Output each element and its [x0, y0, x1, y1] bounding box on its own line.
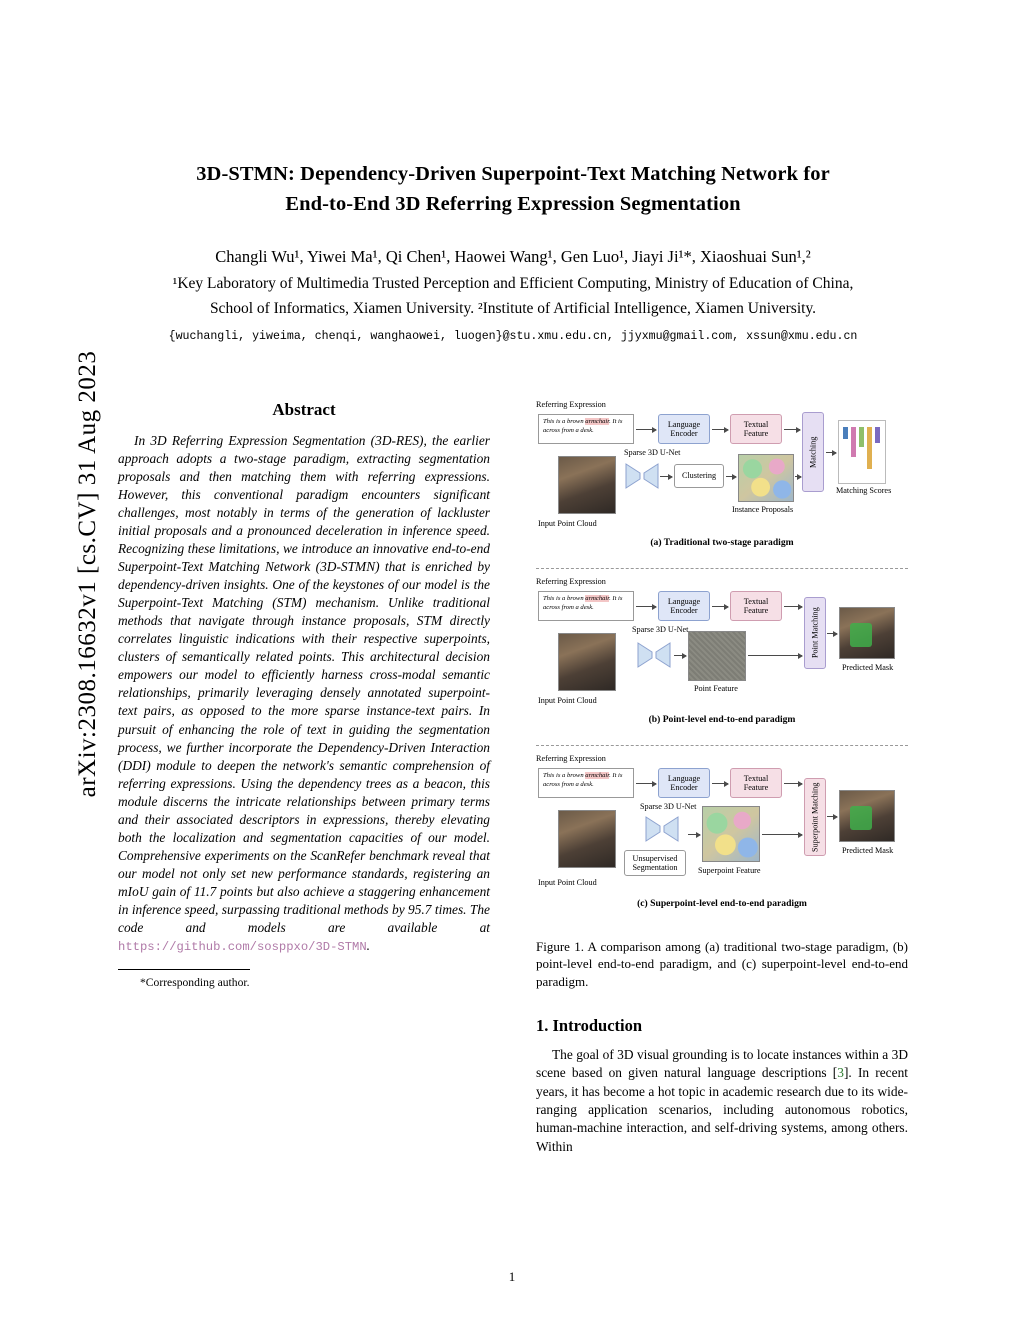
panel-a-textual-feature: Textual Feature [730, 414, 782, 444]
panel-c-superpoint-feature-label: Superpoint Feature [698, 866, 761, 875]
introduction-heading: 1. Introduction [536, 1015, 643, 1035]
panel-c-unet-icon [644, 816, 680, 842]
panel-a-input-label: Input Point Cloud [538, 519, 597, 528]
panel-c-superpoint-feature-scene [702, 806, 760, 862]
panel-a-expr-part1: This is a brown [543, 418, 586, 425]
panel-b-expr-part1: This is a brown [543, 595, 586, 602]
panel-a-language-encoder: Language Encoder [658, 414, 710, 444]
panel-a-arrow-7 [826, 452, 836, 453]
panel-a-arrow-2 [712, 429, 728, 430]
abstract-body [118, 432, 490, 955]
panel-a-instance-proposals-label: Instance Proposals [732, 505, 794, 514]
panel-c-referring-expression-label: Referring Expression [536, 754, 606, 763]
panel-a-instance-proposals-scene [738, 454, 794, 502]
panel-c-input-label: Input Point Cloud [538, 878, 597, 887]
panel-c-expr-part1: This is a brown [543, 772, 586, 779]
panel-c-textual-feature: Textual Feature [730, 768, 782, 798]
panel-b-textual-feature: Textual Feature [730, 591, 782, 621]
abstract-text-part-2: . [366, 937, 371, 953]
affiliation-line-1: ¹Key Laboratory of Multimedia Trusted Perception and Efficient Computing, Ministry of Education of China, [172, 275, 854, 293]
panel-a-arrow-1 [636, 429, 656, 430]
panel-a-backbone-label: Sparse 3D U-Net [624, 448, 681, 457]
title-line-2: End-to-End 3D Referring Expression Segmentation [285, 192, 741, 215]
figure-divider-2 [536, 745, 908, 746]
panel-b-unet-icon [636, 641, 672, 669]
panel-a-referring-expression-label: Referring Expression [536, 400, 606, 409]
left-column [118, 400, 490, 989]
figure-divider-1 [536, 568, 908, 569]
panel-a-arrow-5 [726, 476, 736, 477]
panel-c-expr-part2: . It is across from a desk. [543, 772, 623, 788]
panel-b-backbone-label: Sparse 3D U-Net [632, 625, 689, 634]
introduction-paragraph [536, 1046, 908, 1156]
panel-b-arrow-3 [784, 606, 802, 607]
abstract-heading: Abstract [272, 400, 336, 419]
panel-b-input-scene [558, 633, 616, 691]
panel-b-point-matching: Point Matching [804, 597, 826, 669]
panel-a-input-scene [558, 456, 616, 514]
panel-a-expr-part2: . It is across from a desk. [543, 418, 623, 434]
affiliation-line-2: School of Informatics, Xiamen University. ²Institute of Artificial Intelligence, Xiamen University. [209, 300, 817, 318]
panel-b-expr-part2: . It is across from a desk. [543, 595, 623, 611]
panel-c-arrow-3 [784, 783, 802, 784]
figure-panel-b [536, 577, 908, 737]
paper-header [118, 160, 908, 345]
author-list: Changli Wu¹, Yiwei Ma¹, Qi Chen¹, Haowei Wang¹, Gen Luo¹, Jiayi Ji¹*, Xiaoshuai Sun¹,² [215, 247, 811, 267]
panel-b-arrow-4 [674, 655, 686, 656]
author-emails: {wuchangli, yiweima, chenqi, wanghaowei, luogen}@stu.xmu.edu.cn, jjyxmu@gmail.com, xssun@xmu.edu.cn [168, 329, 858, 343]
panel-c-unsupervised-segmentation: Unsupervised Segmentation [624, 850, 686, 876]
right-column [536, 400, 908, 1156]
intro-text-pre: The goal of 3D visual grounding is to locate instances within a 3D scene based on given natural language descriptions [ [536, 1046, 908, 1081]
citation-link[interactable]: 3 [837, 1065, 844, 1081]
code-url[interactable]: https://github.com/sosppxo/3D-STMN [118, 939, 367, 954]
page-number: 1 [508, 1269, 516, 1284]
panel-a-matching-scores-chart [838, 420, 886, 484]
panel-c-title: (c) Superpoint-level end-to-end paradigm [637, 898, 807, 909]
panel-c-superpoint-matching: Superpoint Matching [804, 778, 826, 856]
panel-c-language-encoder: Language Encoder [658, 768, 710, 798]
figure-caption: Figure 1. A comparison among (a) traditional two-stage paradigm, (b) point-level end-to-end paradigm, and (c) superpoint-level end-to-end paradigm. [536, 939, 908, 989]
panel-b-arrow-5 [748, 655, 802, 656]
panel-b-predicted-mask-label: Predicted Mask [842, 663, 894, 672]
panel-c-input-scene [558, 810, 616, 868]
panel-b-referring-expression-label: Referring Expression [536, 577, 606, 586]
panel-b-arrow-6 [827, 633, 837, 634]
panel-b-predicted-mask-scene [839, 607, 895, 659]
panel-a-arrow-4 [660, 476, 672, 477]
page-title [118, 160, 908, 219]
figure-panel-a [536, 400, 908, 560]
panel-b-expr-highlight: armchair [585, 595, 610, 602]
panel-c-backbone-label: Sparse 3D U-Net [640, 802, 697, 811]
figure-panel-c [536, 754, 908, 924]
panel-c-expression-text [538, 768, 634, 798]
panel-b-language-encoder: Language Encoder [658, 591, 710, 621]
panel-b-title: (b) Point-level end-to-end paradigm [648, 714, 796, 725]
panel-a-expr-highlight: armchair [585, 418, 610, 425]
panel-b-input-label: Input Point Cloud [538, 696, 597, 705]
footnote-divider [118, 969, 250, 970]
panel-c-predicted-mask-label: Predicted Mask [842, 846, 894, 855]
panel-c-arrow-4 [688, 834, 700, 835]
panel-a-matching-scores-label: Matching Scores [836, 486, 892, 495]
panel-a-unet-icon [624, 462, 660, 490]
panel-c-expr-highlight: armchair [585, 772, 610, 779]
panel-c-arrow-6 [827, 816, 837, 817]
panel-b-arrow-1 [636, 606, 656, 607]
panel-b-point-feature-scene [688, 631, 746, 681]
footnote-text: *Corresponding author. [140, 976, 250, 990]
intro-text-post: ]. In recent years, it has become a hot topic in academic research due to its wide-ranging application scenarios, including autonomous robotics, human-machine interaction, and self-driving systems, among others. Within [536, 1065, 908, 1154]
panel-c-arrow-2 [712, 783, 728, 784]
panel-b-expression-text [538, 591, 634, 621]
panel-a-title: (a) Traditional two-stage paradigm [650, 537, 794, 548]
figure-1 [536, 400, 908, 990]
panel-b-point-feature-label: Point Feature [694, 684, 738, 693]
panel-a-arrow-3 [784, 429, 800, 430]
arxiv-stamp: arXiv:2308.16632v1 [cs.CV] 31 Aug 2023 [74, 350, 101, 798]
panel-a-expression-text [538, 414, 634, 444]
panel-a-matching: Matching [802, 412, 824, 492]
panel-c-predicted-mask-scene [839, 790, 895, 842]
abstract-text-part-1: In 3D Referring Expression Segmentation (3D-RES), the earlier approach adopts a two-stage paradigm, extracting segmentation proposals and then matching them with referring expressions. However, this conventional paradigm encounters significant challenges, most notably in terms of the generation of lackluster initial proposals and a pronounced deceleration in inference speed. Recognizing these limitations, we introduce an innovative end-to-end Superpoint-Text Matching Network (3D-STMN) that is enriched by dependency-driven insights. One of the keystones of our model is the Superpoint-Text Matching (STM) mechanism. Unlike traditional methods that navigate through instance proposals, STM directly correlates linguistic indications with their respective superpoints, clusters of semantically related points. This architectural decision empowers our model to efficiently harness cross-modal semantic relationships, primarily leveraging densely annotated superpoint-text pairs, as opposed to the more sparse instance-text pairs. In pursuit of enhancing the role of text in guiding the segmentation process, we further incorporate the Dependency-Driven Interaction (DDI) module to deepen the network's semantic comprehension of referring expressions. Using the dependency trees as a beacon, this module discerns the intricate relationships between primary terms and their associated descriptors in expressions, thereby elevating both the localization and segmentation capacities of our model. Comprehensive experiments on the ScanRefer benchmark reveal that our model not only set new performance standards, registering an mIoU gain of 11.7 points but also achieve a staggering enhancement in inference speed, surpassing traditional methods by 95.7 times. The code and models are available at [118, 433, 490, 935]
panel-c-arrow-5 [762, 834, 802, 835]
title-line-1: 3D-STMN: Dependency-Driven Superpoint-Text Matching Network for [196, 163, 830, 185]
panel-a-clustering: Clustering [674, 464, 724, 488]
panel-a-arrow-6 [795, 476, 801, 477]
panel-b-arrow-2 [712, 606, 728, 607]
panel-c-arrow-1 [636, 783, 656, 784]
